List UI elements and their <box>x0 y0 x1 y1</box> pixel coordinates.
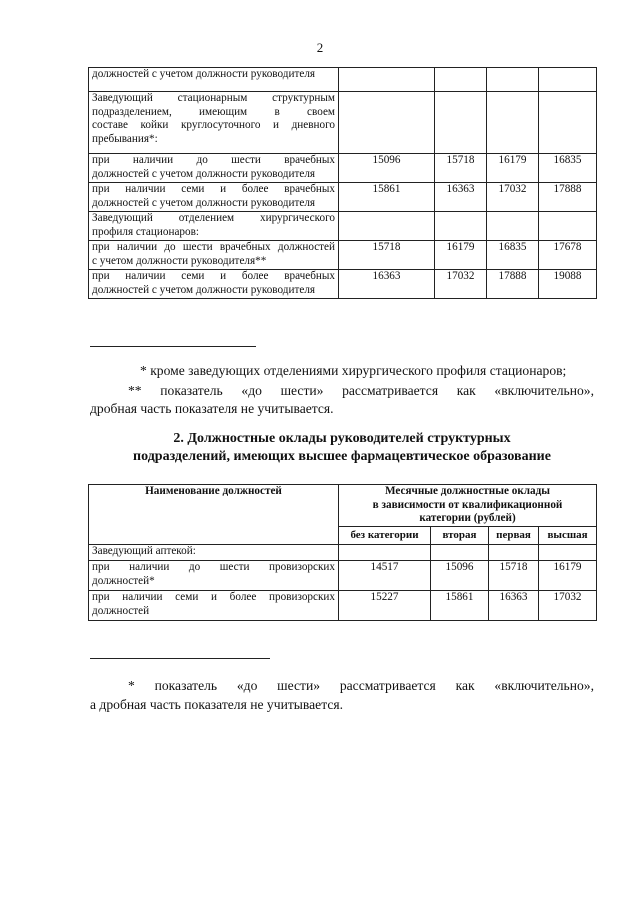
table-row <box>89 241 597 270</box>
position-name-cell <box>89 591 339 621</box>
table-row <box>89 183 597 212</box>
footnote-1: * кроме заведующих отделениями хирургического профиля стационаров; <box>140 363 567 378</box>
position-name-line: должностей <box>92 605 150 618</box>
page-number: 2 <box>316 40 324 55</box>
position-name-line: составе койки круглосуточного и дневного <box>92 119 335 132</box>
salary-value-cell: 14517 <box>339 561 431 591</box>
table-row <box>89 561 597 591</box>
salary-value-cell: 15227 <box>339 591 431 621</box>
section-title <box>88 430 596 466</box>
salary-value-cell <box>339 68 435 92</box>
table-row <box>89 212 597 241</box>
salary-value-cell: 16363 <box>435 183 487 212</box>
table-row <box>89 154 597 183</box>
table-row <box>89 270 597 299</box>
salary-value-cell: 17888 <box>539 183 597 212</box>
position-name-line: подразделением, имеющим в своем <box>92 105 335 118</box>
salary-value-cell: 15096 <box>431 561 489 591</box>
salary-value-cell <box>539 92 597 154</box>
position-name-cell <box>89 561 339 591</box>
position-name-line: при наличии до шести врачебных должностей <box>92 241 335 253</box>
footnote-separator <box>90 346 256 347</box>
position-name-cell <box>89 68 339 92</box>
footnote-3-continued: а дробная часть показателя не учитывается. <box>90 697 344 712</box>
position-name-line: должностей с учетом должности руководителя <box>92 167 316 180</box>
position-name-cell <box>89 212 339 241</box>
salary-value-cell: 15718 <box>435 154 487 183</box>
position-name-line: профиля стационаров: <box>92 225 199 238</box>
position-name-cell <box>89 154 339 183</box>
salary-value-cell: 16363 <box>339 270 435 299</box>
salary-value-cell <box>539 68 597 92</box>
footnote-separator <box>90 658 270 659</box>
category-header-highest: высшая <box>539 526 597 544</box>
salary-value-cell: 15718 <box>339 241 435 270</box>
salary-value-cell: 16835 <box>487 241 539 270</box>
position-name-line: при наличии семи и более провизорских <box>92 591 335 604</box>
salary-value-cell: 15861 <box>339 183 435 212</box>
salary-value-cell: 17032 <box>539 591 597 621</box>
salary-value-cell <box>339 92 435 154</box>
position-name-line: должностей с учетом должности руководителя <box>92 196 316 209</box>
table-row <box>89 68 597 92</box>
salary-value-cell: 16179 <box>539 561 597 591</box>
position-name-line: Заведующий стационарным структурным <box>92 92 335 104</box>
position-name-line: при наличии семи и более врачебных <box>92 183 335 195</box>
salary-value-cell: 17888 <box>487 270 539 299</box>
position-name-line: Заведующий отделением хирургического <box>92 212 335 224</box>
salary-value-cell <box>339 545 431 561</box>
category-header-none: без категории <box>339 526 431 544</box>
footnote-3: * показатель «до шести» рассматривается как «включительно», <box>128 678 594 693</box>
category-header-first: первая <box>489 526 539 544</box>
salary-value-cell: 16835 <box>539 154 597 183</box>
salary-value-cell <box>539 212 597 241</box>
salary-value-cell <box>487 68 539 92</box>
salary-value-cell: 16179 <box>435 241 487 270</box>
position-name-line: должностей с учетом должности руководителя <box>92 283 316 296</box>
salary-value-cell <box>435 68 487 92</box>
salary-value-cell <box>435 212 487 241</box>
pharmacy-salary-table <box>88 484 597 621</box>
table-row <box>89 591 597 621</box>
position-name-line: Заведующий аптекой: <box>92 545 196 558</box>
column-header-salary <box>339 485 597 527</box>
salary-header-line: Месячные должностные оклады <box>385 485 551 497</box>
salary-value-cell: 19088 <box>539 270 597 299</box>
position-name-cell <box>89 270 339 299</box>
salary-value-cell <box>487 212 539 241</box>
salary-value-cell <box>487 92 539 154</box>
salary-value-cell: 17032 <box>487 183 539 212</box>
category-header-second: вторая <box>431 526 489 544</box>
position-name-line: должностей* <box>92 575 155 588</box>
salary-value-cell: 15096 <box>339 154 435 183</box>
salary-value-cell <box>431 545 489 561</box>
salary-value-cell <box>489 545 539 561</box>
salary-value-cell: 16179 <box>487 154 539 183</box>
footnote-2: ** показатель «до шести» рассматривается как «включительно», <box>128 383 594 398</box>
position-name-cell <box>89 183 339 212</box>
position-name-line: при наличии до шести провизорских <box>92 561 335 574</box>
salary-header-line: в зависимости от квалификационной <box>372 498 563 511</box>
position-name-line: с учетом должности руководителя** <box>92 254 267 267</box>
position-name-line: должностей с учетом должности руководителя <box>92 68 316 80</box>
column-header-positions: Наименование должностей <box>89 485 339 545</box>
position-name-line: при наличии семи и более врачебных <box>92 270 335 282</box>
salary-value-cell <box>339 212 435 241</box>
position-name-line: пребывания*: <box>92 132 158 145</box>
salary-value-cell: 16363 <box>489 591 539 621</box>
position-name-cell <box>89 92 339 154</box>
salary-table-continued <box>88 67 597 299</box>
salary-value-cell <box>539 545 597 561</box>
footnote-2-continued: дробная часть показателя не учитывается. <box>90 401 334 416</box>
section-title-line-2: подразделений, имеющих высшее фармацевтическое образование <box>133 449 551 465</box>
salary-value-cell: 17678 <box>539 241 597 270</box>
position-name-cell <box>89 545 339 561</box>
table-row <box>89 545 597 561</box>
salary-value-cell: 15718 <box>489 561 539 591</box>
section-title-line-1: 2. Должностные оклады руководителей структурных <box>173 431 511 446</box>
salary-value-cell <box>435 92 487 154</box>
position-name-line: при наличии до шести врачебных <box>92 154 335 166</box>
salary-value-cell: 15861 <box>431 591 489 621</box>
position-name-cell <box>89 241 339 270</box>
table-row <box>89 92 597 154</box>
salary-header-line: категории (рублей) <box>419 512 516 525</box>
salary-value-cell: 17032 <box>435 270 487 299</box>
